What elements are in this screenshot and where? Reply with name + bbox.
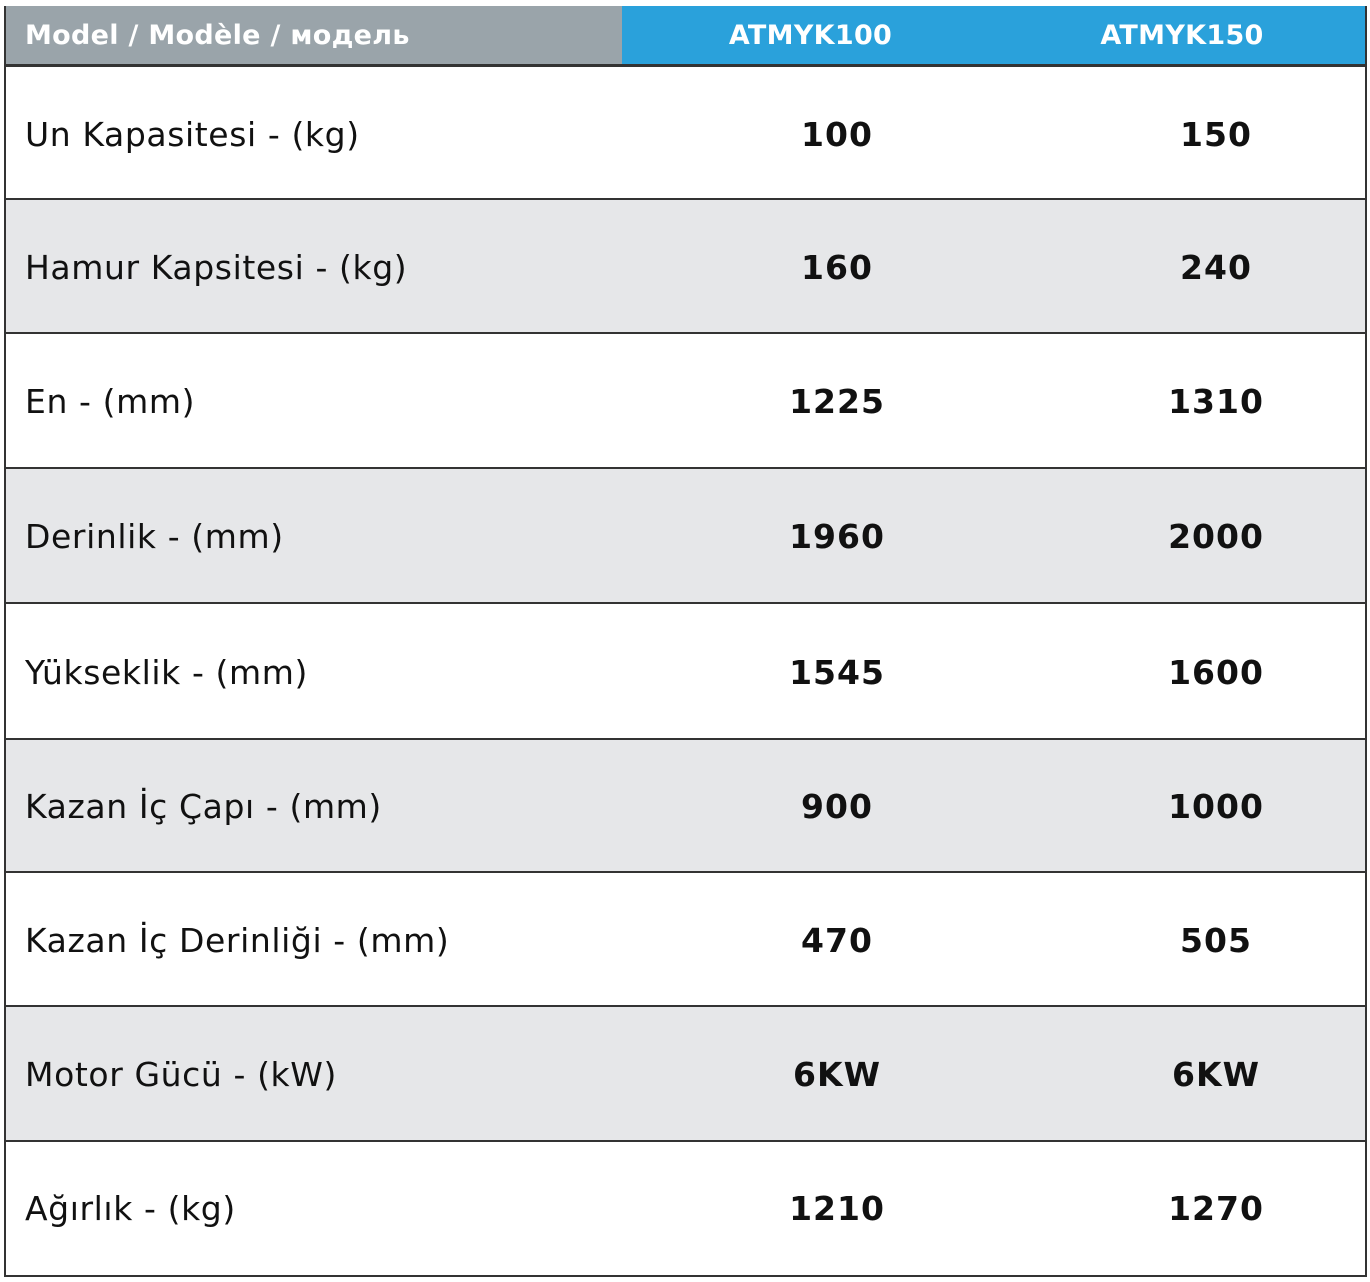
header-model-atmyk150: ATMYK150: [1100, 19, 1264, 51]
row-value-atmyk100: 1225: [789, 381, 885, 421]
row-value-atmyk100: 100: [801, 115, 873, 154]
row-label: Hamur Kapsitesi - (kg): [25, 247, 408, 287]
row-label: En - (mm): [25, 381, 196, 421]
row-label: Yükseklik - (mm): [25, 652, 308, 692]
row-value-atmyk150: 150: [1180, 115, 1252, 154]
row-value-atmyk100: 470: [801, 920, 873, 960]
row-value-atmyk150: 1310: [1168, 381, 1264, 421]
row-value-atmyk150: 240: [1180, 247, 1252, 287]
table-row: [6, 602, 1365, 740]
row-label: Ağırlık - (kg): [25, 1189, 236, 1228]
row-value-atmyk150: 6KW: [1172, 1054, 1260, 1094]
row-value-atmyk100: 6KW: [793, 1054, 881, 1094]
table-row: [6, 67, 1365, 202]
table-row: [6, 198, 1365, 334]
row-value-atmyk100: 1545: [789, 652, 885, 692]
row-value-atmyk100: 160: [801, 247, 873, 287]
table-row: [6, 467, 1365, 603]
table-row: [6, 332, 1365, 468]
row-label: Un Kapasitesi - (kg): [25, 115, 360, 154]
table-header: [6, 6, 1365, 67]
row-value-atmyk150: 1600: [1168, 652, 1264, 692]
row-label: Derinlik - (mm): [25, 516, 284, 556]
row-label: Motor Gücü - (kW): [25, 1054, 337, 1094]
row-value-atmyk100: 900: [801, 787, 873, 826]
header-model-atmyk100: ATMYK100: [728, 19, 893, 51]
row-value-atmyk100: 1960: [789, 516, 885, 556]
row-value-atmyk150: 2000: [1168, 516, 1264, 556]
row-value-atmyk100: 1210: [789, 1189, 885, 1228]
table-row: [6, 738, 1365, 873]
table-row: [6, 1140, 1365, 1275]
row-value-atmyk150: 1000: [1168, 787, 1264, 826]
spec-table: [4, 6, 1367, 1277]
header-model-label: Model / Modèle / модель: [6, 6, 622, 64]
row-label: Kazan İç Derinliği - (mm): [25, 920, 450, 960]
row-label: Kazan İç Çapı - (mm): [25, 787, 382, 826]
row-value-atmyk150: 1270: [1168, 1189, 1264, 1228]
table-row: [6, 1005, 1365, 1141]
table-row: [6, 871, 1365, 1007]
row-value-atmyk150: 505: [1180, 920, 1252, 960]
